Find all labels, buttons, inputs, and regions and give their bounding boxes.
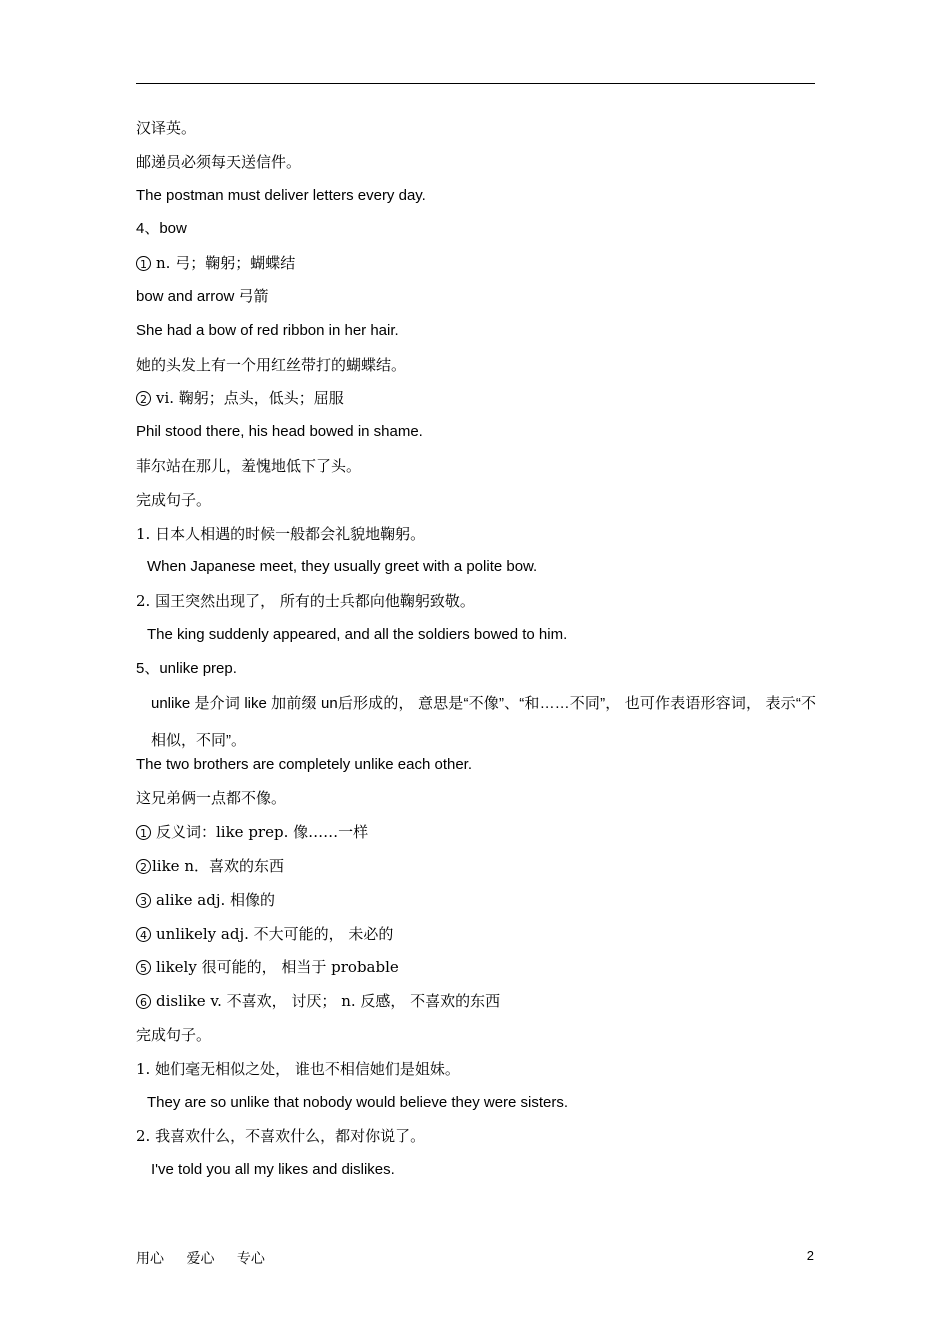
related-word-item [136,822,816,842]
circled-number-marker: 6 [136,994,151,1009]
related-word-item [136,991,816,1011]
circled-number-marker: 5 [136,960,151,975]
english-sentence: Phil stood there, his head bowed in shame. [136,423,423,441]
document-body [136,118,816,1194]
footer-word: 专心 [236,1251,265,1267]
english-sentence: She had a bow of red ribbon in her hair. [136,321,399,339]
exercise-item: 1. 日本人相遇的时候一般都会礼貌地鞠躬。 [136,524,426,543]
circled-number-marker: 3 [136,893,151,908]
related-word-text: alike adj. 相像的 [156,890,276,909]
exercise-heading: 完成句子。 [136,1025,212,1044]
footer-word: 爱心 [186,1251,215,1267]
exercise-item: 2. 国王突然出现了， 所有的士兵都向他鞠躬致敬。 [136,592,475,611]
section-instruction: 汉译英。 [136,119,197,137]
chinese-sentence: 邮递员必须每天送信件。 [136,152,302,171]
sense-text: n. 弓；鞠躬；蝴蝶结 [156,254,296,273]
chinese-sentence: 菲尔站在那儿，羞愧地低下了头。 [136,456,362,475]
circled-number-marker: 4 [136,927,151,942]
related-word-text: likely 很可能的， 相当于 probable [156,958,399,977]
related-word-item [136,957,816,977]
explanation-paragraph: unlike 是介词 like 加前缀 un后形成的， 意思是“不像”、“和……不同”， 也可作表语形容词， 表示“不相似，不同”。 [151,694,816,749]
english-sentence: The postman must deliver letters every day. [136,186,426,204]
footer-word: 用心 [136,1251,164,1267]
related-word-text: like n．喜欢的东西 [152,856,284,875]
exercise-item: 1. 她们毫无相似之处， 谁也不相信她们是姐妹。 [136,1059,460,1078]
exercise-heading: 完成句子。 [136,490,212,509]
circled-number-marker: 1 [136,256,151,271]
header-rule [136,83,815,84]
circled-number-marker: 1 [136,825,151,840]
related-word-item [136,924,816,944]
vocab-heading-unlike: 5、unlike prep. [136,659,237,677]
related-word-text: 反义词：like prep. 像……一样 [156,823,369,842]
chinese-sentence: 这兄弟俩一点都不像。 [136,789,287,808]
page-number: 2 [806,1248,814,1263]
english-sentence: The two brothers are completely unlike each other. [136,755,473,773]
exercise-answer: I've told you all my likes and dislikes. [151,1161,395,1179]
phrase-line: bow and arrow 弓箭 [136,287,269,305]
related-word-item [136,890,816,910]
sense-item [136,388,816,408]
exercise-answer: They are so unlike that nobody would believe they were sisters. [147,1093,569,1111]
exercise-answer: When Japanese meet, they usually greet with a polite bow. [147,558,538,576]
footer-motto [136,1248,283,1268]
related-word-text: dislike v. 不喜欢， 讨厌； n. 反感， 不喜欢的东西 [156,992,501,1011]
exercise-item: 2. 我喜欢什么，不喜欢什么，都对你说了。 [136,1127,426,1146]
related-word-text: unlikely adj. 不大可能的， 未必的 [156,924,394,943]
exercise-answer: The king suddenly appeared, and all the soldiers bowed to him. [147,625,568,643]
sense-text: vi. 鞠躬；点头，低头；屈服 [156,389,344,408]
sense-item [136,253,816,273]
circled-number-marker: 2 [136,859,151,874]
circled-number-marker: 2 [136,391,151,406]
chinese-sentence: 她的头发上有一个用红丝带打的蝴蝶结。 [136,355,407,374]
vocab-heading-bow: 4、bow [136,220,187,238]
related-word-item [136,856,816,876]
